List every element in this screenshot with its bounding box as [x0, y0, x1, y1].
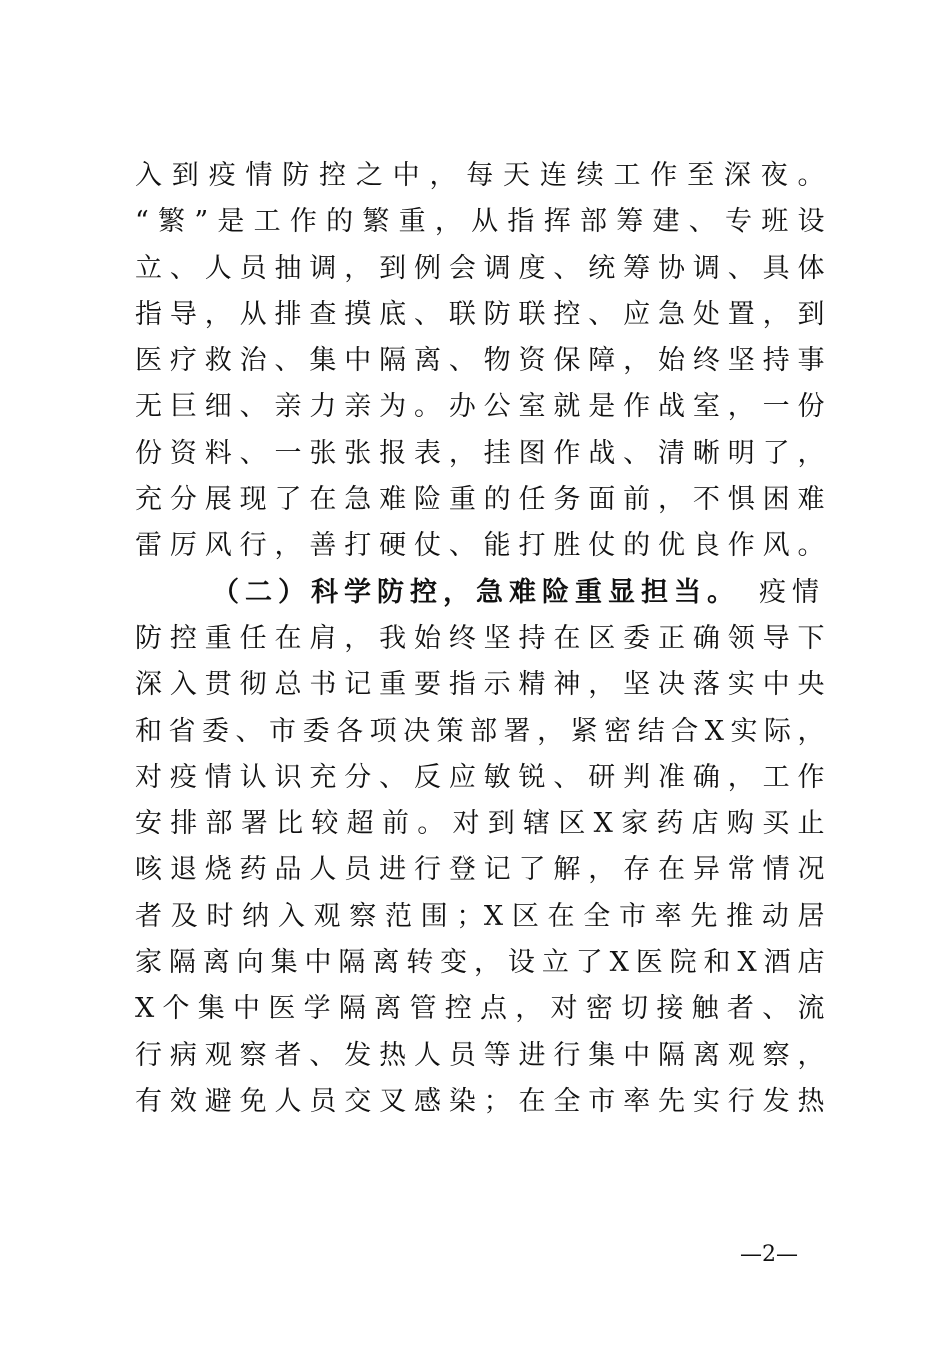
section-heading-line [135, 570, 825, 616]
text-line: 无巨细、亲力亲为。办公室就是作战室，一份 [135, 391, 825, 423]
text-line: X个集中医学隔离管控点，对密切接触者、流 [135, 993, 825, 1025]
text-line: 和省委、市委各项决策部署，紧密结合X实际， [135, 715, 825, 747]
text-line: 份资料、一张张报表，挂图作战、清晰明了， [135, 437, 825, 469]
text-line: 深入贯彻总书记重要指示精神，坚决落实中央 [135, 669, 825, 701]
text-line: 防控重任在肩，我始终坚持在区委正确领导下 [135, 622, 825, 654]
text-line: 立、人员抽调，到例会调度、统筹协调、具体 [135, 252, 825, 284]
text-line: 入到疫情防控之中，每天连续工作至深夜。 [135, 160, 825, 191]
section-heading-tail: 疫情 [759, 576, 825, 608]
text-line: 行病观察者、发热人员等进行集中隔离观察， [135, 1039, 825, 1071]
text-line: 有效避免人员交叉感染；在全市率先实行发热 [135, 1085, 825, 1117]
text-line: 充分展现了在急难险重的任务面前，不惧困难 [135, 484, 825, 516]
text-line: 雷厉风行，善打硬仗、能打胜仗的优良作风。 [135, 530, 825, 562]
page-number: —2— [740, 1242, 798, 1267]
text-line: 指导，从排查摸底、联防联控、应急处置，到 [135, 298, 825, 330]
text-line: 咳退烧药品人员进行登记了解，存在异常情况 [135, 854, 825, 886]
section-heading: （二）科学防控，急难险重显担当。 [212, 576, 740, 608]
text-line: 者及时纳入观察范围；X区在全市率先推动居 [135, 900, 825, 932]
text-line: 对疫情认识充分、反应敏锐、研判准确，工作 [135, 761, 825, 793]
text-line: 医疗救治、集中隔离、物资保障，始终坚持事 [135, 345, 825, 377]
document-body [135, 153, 825, 1125]
text-line: 家隔离向集中隔离转变，设立了X医院和X酒店 [135, 947, 825, 979]
text-line: 安排部署比较超前。对到辖区X家药店购买止 [135, 808, 825, 840]
text-line: “繁”是工作的繁重，从指挥部筹建、专班设 [135, 206, 825, 238]
